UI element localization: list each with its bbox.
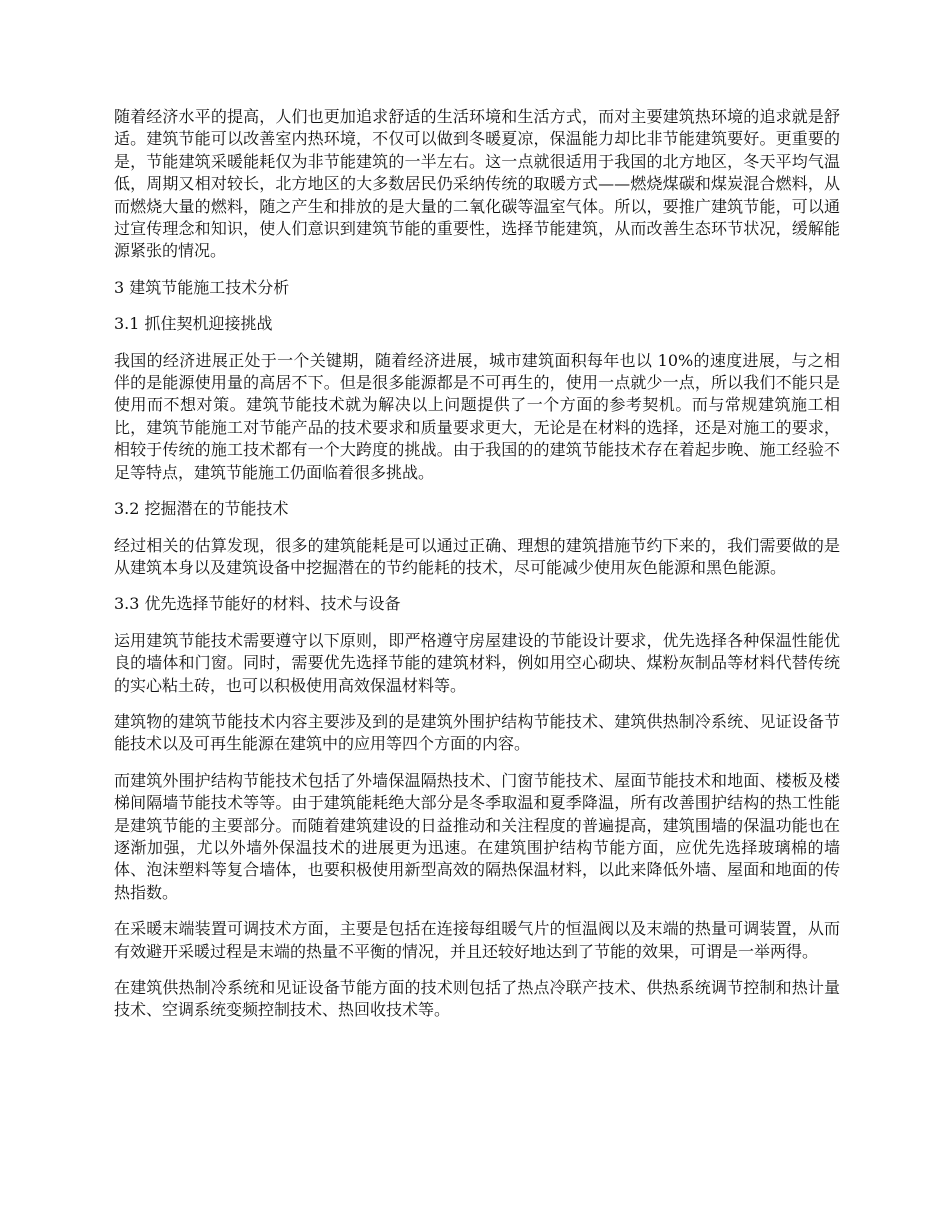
document-page [114, 106, 840, 1036]
subsection-heading-3-3: 3.3 优先选择节能好的材料、技术与设备 [114, 594, 401, 614]
paragraph-3-3-contents: 建筑物的建筑节能技术内容主要涉及到的是建筑外围护结构节能技术、建筑供热制冷系统、见证设备节能技术以及可再生能源在建筑中的应用等四个方面的内容。 [114, 711, 840, 754]
section-heading-3: 3 建筑节能施工技术分析 [114, 277, 290, 297]
paragraph-3-3-heating-terminal: 在采暖末端装置可调技术方面，主要是包括在连接每组暖气片的恒温阀以及末端的热量可调装置，从而有效避开采暖过程是末端的热量不平衡的情况，并且还较好地达到了节能的效果，可谓是一举两得。 [114, 919, 840, 961]
subsection-heading-3-1: 3.1 抓住契机迎接挑战 [114, 314, 273, 334]
paragraph-3-3-envelope: 而建筑外围护结构节能技术包括了外墙保温隔热技术、门窗节能技术、屋面节能技术和地面、楼板及楼梯间隔墙节能技术等等。由于建筑能耗绝大部分是冬季取温和夏季降温，所有改善围护结构的热工性能是建筑节能的主要部分。而随着建筑建设的日益推动和关注程度的普遍提高，建筑围墙的保温功能也在逐渐加强，尤以外墙外保温技术的进展更为迅速。在建筑围护结构节能方面，应优先选择玻璃棉的墙体、泡沫塑料等复合墙体，也要积极使用新型高效的隔热保温材料，以此来降低外墙、屋面和地面的传热指数。 [114, 770, 840, 902]
subsection-heading-3-2: 3.2 挖掘潜在的节能技术 [114, 499, 289, 519]
paragraph-3-1: 我国的经济进展正处于一个关键期，随着经济进展，城市建筑面积每年也以 10%的速度进展，与之相伴的是能源使用量的高居不下。但是很多能源都是不可再生的，使用一点就少一点，所以我们不能只是使用而不想对策。建筑节能技术就为解决以上问题提供了一个方面的参考契机。而与常规建筑施工相比，建筑节能施工对节能产品的技术要求和质量要求更大，无论是在材料的选择，还是对施工的要求，相较于传统的施工技术都有一个大跨度的挑战。由于我国的的建筑节能技术存在着起步晚、施工经验不足等特点，建筑节能施工仍面临着很多挑战。 [114, 350, 840, 482]
paragraph-3-3-principles: 运用建筑节能技术需要遵守以下原则，即严格遵守房屋建设的节能设计要求，优先选择各种保温性能优良的墙体和门窗。同时，需要优先选择节能的建筑材料，例如用空心砌块、煤粉灰制品等材料代替传统的实心粘土砖，也可以积极使用高效保温材料等。 [114, 630, 840, 695]
paragraph-3-2: 经过相关的估算发现，很多的建筑能耗是可以通过正确、理想的建筑措施节约下来的，我们需要做的是从建筑本身以及建筑设备中挖掘潜在的节约能耗的技术，尽可能减少使用灰色能源和黑色能源。 [114, 535, 840, 577]
paragraph-intro: 随着经济水平的提高，人们也更加追求舒适的生活环境和生活方式，而对主要建筑热环境的追求就是舒适。建筑节能可以改善室内热环境，不仅可以做到冬暖夏凉，保温能力却比非节能建筑要好。更重要的是，节能建筑采暖能耗仅为非节能建筑的一半左右。这一点就很适用于我国的北方地区，冬天平均气温低，周期又相对较长，北方地区的大多数居民仍采纳传统的取暖方式——燃烧煤碳和煤炭混合燃料，从而燃烧大量的燃料，随之产生和排放的是大量的二氧化碳等温室气体。所以，要推广建筑节能，可以通过宣传理念和知识，使人们意识到建筑节能的重要性，选择节能建筑，从而改善生态环节状况，缓解能源紧张的情况。 [114, 107, 840, 261]
paragraph-3-3-hvac: 在建筑供热制冷系统和见证设备节能方面的技术则包括了热点冷联产技术、供热系统调节控制和热计量技术、空调系统变频控制技术、热回收技术等。 [114, 978, 840, 1020]
